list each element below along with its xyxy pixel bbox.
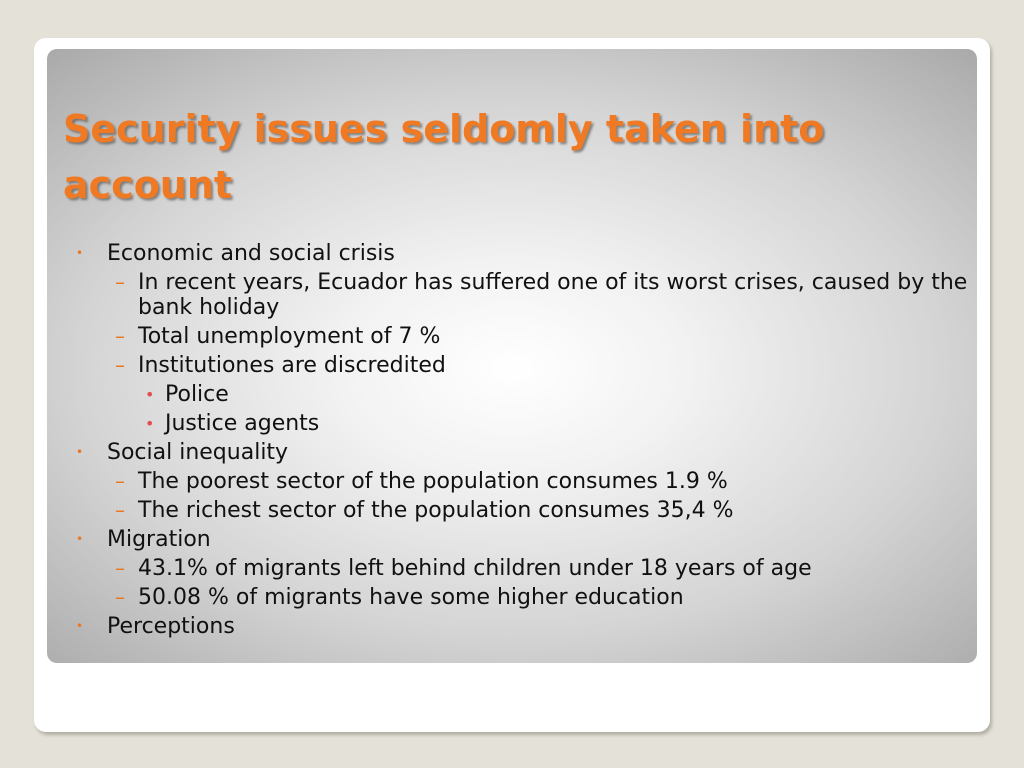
sub-bullet-item	[47, 268, 977, 322]
bullet-text: Social inequality	[107, 440, 289, 465]
sub-bullet-text: The richest sector of the population consumes 35,4 %	[138, 498, 734, 523]
bullet-list	[47, 239, 977, 641]
sub-bullet-text: 43.1% of migrants left behind children under 18 years of age	[138, 556, 812, 581]
sub-bullet-text: Total unemployment of 7 %	[138, 324, 441, 349]
sub-bullet-item	[47, 467, 977, 496]
sub-sub-bullet-item	[47, 409, 977, 438]
sub-bullet-item	[47, 322, 977, 351]
sub-sub-bullet-item	[47, 380, 977, 409]
sub-dot-bullet-icon: •	[145, 385, 155, 404]
dash-bullet-icon: –	[115, 556, 125, 580]
dash-bullet-icon: –	[115, 353, 125, 377]
sub-bullet-text: In recent years, Ecuador has suffered one of its worst crises, caused by the bank holiday	[138, 270, 968, 320]
sub-bullet-text: The poorest sector of the population consumes 1.9 %	[138, 469, 728, 494]
dash-bullet-icon: –	[115, 324, 125, 348]
sub-dot-bullet-icon: •	[145, 414, 155, 433]
bullet-item	[47, 438, 977, 467]
bullet-dot-icon: •	[76, 445, 84, 459]
sub-bullet-item	[47, 583, 977, 612]
content-panel	[47, 49, 977, 663]
bullet-dot-icon: •	[76, 246, 84, 260]
bullet-text: Migration	[107, 527, 211, 552]
dash-bullet-icon: –	[115, 585, 125, 609]
dash-bullet-icon: –	[115, 469, 125, 493]
bullet-item	[47, 612, 977, 641]
slide-title: Security issues seldomly taken into account	[63, 107, 825, 207]
bullet-text: Economic and social crisis	[107, 241, 395, 266]
bullet-dot-icon: •	[76, 619, 84, 633]
sub-bullet-item	[47, 351, 977, 380]
sub-bullet-text: 50.08 % of migrants have some higher education	[138, 585, 684, 610]
sub-bullet-item	[47, 496, 977, 525]
bullet-text: Perceptions	[107, 614, 235, 639]
sub-bullet-item	[47, 554, 977, 583]
sub-sub-bullet-text: Justice agents	[165, 411, 320, 436]
bullet-item	[47, 525, 977, 554]
sub-bullet-text: Institutiones are discredited	[138, 353, 446, 378]
bullet-dot-icon: •	[76, 532, 84, 546]
sub-sub-bullet-text: Police	[165, 382, 229, 407]
dash-bullet-icon: –	[115, 270, 125, 294]
bullet-item	[47, 239, 977, 268]
dash-bullet-icon: –	[115, 498, 125, 522]
